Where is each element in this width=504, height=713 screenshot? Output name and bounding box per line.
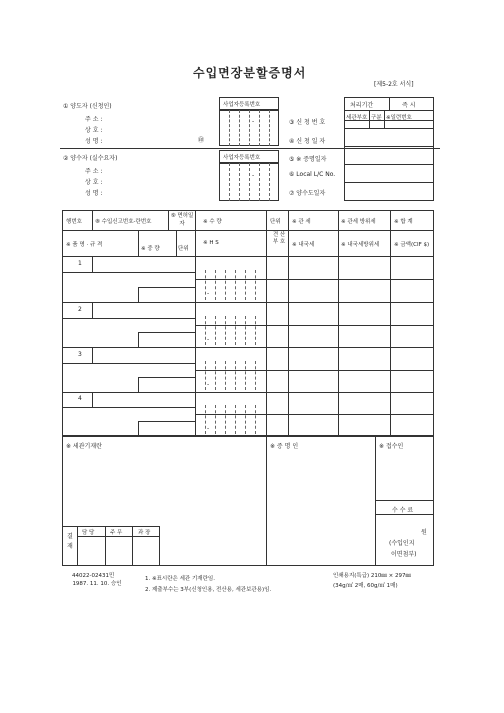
form-number: [제5-2호 서식] bbox=[374, 81, 414, 88]
row-4-dash: - bbox=[207, 425, 210, 432]
reg-dash-2: - bbox=[252, 172, 255, 179]
seal-mark: ㊞ bbox=[198, 137, 205, 144]
footer-code: 44022-02431민 bbox=[72, 573, 115, 579]
receiver-label: ※ 접수인 bbox=[379, 443, 404, 450]
footer-note-2: 2. 제출부수는 3부(신청인용, 전산용, 세관보관용)임. bbox=[145, 587, 272, 593]
row-number-4: 4 bbox=[78, 395, 82, 402]
col-duty-defense: ※ 관세 방위세 bbox=[341, 219, 376, 225]
col-license-date: ⑨ 면허일자 bbox=[170, 213, 194, 227]
col-declaration-number: ⑧ 수입신고번호-란번호 bbox=[95, 219, 152, 225]
transferee-trade-label: 상 호 : bbox=[85, 179, 103, 186]
row-2-dash: - bbox=[207, 336, 210, 343]
col-duty: ※ 관 세 bbox=[292, 219, 311, 225]
won-label: 원 bbox=[421, 529, 427, 536]
col-hs: ※ H S bbox=[203, 240, 219, 246]
footer-paper-2: (34g/㎡ 2매, 60g/㎡ 1매) bbox=[333, 583, 398, 589]
col-domestic-defense: ※ 내국세방위세 bbox=[341, 242, 380, 248]
application-number-label: ③ 신 청 번 호 bbox=[289, 119, 326, 126]
certifier-label: ※ 증 명 인 bbox=[270, 443, 299, 450]
transferee-label: ② 양수자 (실수요자) bbox=[63, 155, 118, 162]
transferee-name-label: 성 명 : bbox=[85, 190, 103, 197]
application-date-label: ④ 신 청 일 자 bbox=[289, 138, 326, 145]
fee-label: 수 수 료 bbox=[392, 507, 414, 514]
row-number-1: 1 bbox=[78, 260, 82, 267]
col-total: ※ 합 계 bbox=[394, 219, 413, 225]
transferor-label: ① 양도자 (신청인) bbox=[63, 103, 112, 110]
page-title: 수입면장분할증명서 bbox=[193, 66, 307, 80]
row-3-dash: - bbox=[207, 381, 210, 388]
processing-label: 처리기간 bbox=[350, 102, 374, 109]
stamp-note-1: (수입인지 bbox=[389, 540, 415, 547]
approval-staff: 담 당 bbox=[82, 530, 95, 536]
stamp-note-2: 이면첨부) bbox=[391, 551, 417, 558]
row-number-3: 3 bbox=[78, 351, 82, 358]
col-domestic-tax: ※ 내국세 bbox=[292, 242, 315, 248]
transferor-reg-label: 사업자등록번호 bbox=[223, 102, 261, 108]
approval-label: 결 재 bbox=[67, 533, 73, 550]
approval-chief: 과 장 bbox=[138, 530, 151, 536]
transferee-reg-label: 사업자등록번호 bbox=[223, 155, 261, 161]
transferor-address-label: 주 소 : bbox=[85, 116, 103, 123]
col-quantity: ※ 수 량 bbox=[203, 219, 222, 225]
certification-date-label: ⑤ ※ 증명일자 bbox=[289, 156, 327, 163]
customs-code-label: 세관부호 bbox=[346, 115, 368, 121]
transferor-trade-label: 상 호 : bbox=[85, 127, 103, 134]
customs-entry-label: ※ 세관기재란 bbox=[66, 443, 102, 450]
col-amount-cif: ※ 금액(CIF $) bbox=[394, 242, 430, 248]
transferor-name-label: 성 명 : bbox=[85, 138, 103, 145]
processing-value: 즉 시 bbox=[402, 102, 416, 109]
serial-label: ※일련번호 bbox=[386, 115, 412, 121]
col-weight: ※ 중 량 bbox=[141, 246, 160, 252]
col-tax-code: 견 산 부 호 bbox=[272, 232, 286, 245]
col-unit-2: 단위 bbox=[178, 246, 189, 252]
col-item-spec: ※ 품 명 · 규 격 bbox=[66, 242, 103, 248]
type-label: 구분 bbox=[371, 115, 382, 121]
reg-dash: - bbox=[252, 118, 255, 125]
footer-note-1: 1. ※표시란은 세관 기재란임. bbox=[145, 576, 215, 582]
transferee-address-label: 주 소 : bbox=[85, 168, 103, 175]
lc-number-label: ⑥ Local L/C No. bbox=[289, 171, 336, 178]
col-row-number: 행번호 bbox=[66, 219, 82, 225]
approval-manager: 주 무 bbox=[110, 530, 123, 536]
transfer-date-label: ⑦ 양수도일자 bbox=[289, 190, 326, 197]
row-number-2: 2 bbox=[78, 306, 82, 313]
footer-paper: 인쇄용지(특급) 210㎜ × 297㎜ bbox=[333, 573, 412, 579]
footer-date: 1987. 11. 10. 승인 bbox=[72, 581, 122, 587]
col-unit: 단위 bbox=[270, 219, 281, 225]
row-1-dash: - bbox=[207, 290, 210, 297]
